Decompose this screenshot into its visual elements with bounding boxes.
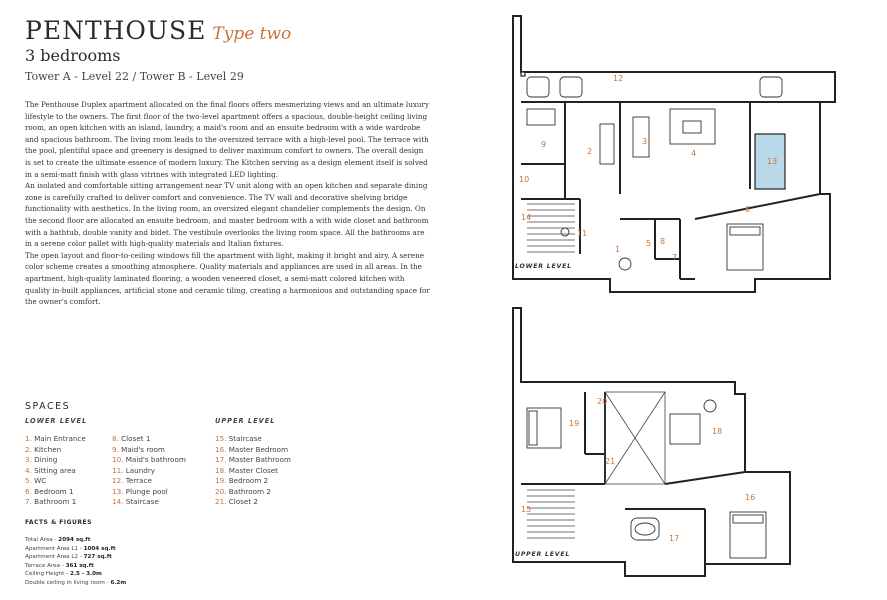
page-title [25, 16, 291, 45]
room-number: 11 [577, 229, 588, 238]
room-number: 17 [669, 534, 680, 543]
room-number: 16 [745, 493, 756, 502]
list-item: 11. Laundry [112, 465, 156, 475]
list-item: 6. Bedroom 1 [25, 486, 74, 496]
room-number: 20 [597, 397, 608, 406]
description-paragraph: An isolated and comfortable sitting arrangement near TV unit along with an open kitchen and separate dining zone is carefully crafted to deliver comfort and convenience. The TV wall and decorative shelving bridge functionality with aesthetics. In the living room, an oversized elegant chandelier complements the design. On the second floor are allocated an ensuite bedroom, and master bedroom with a with wide closet and bathroom with a bathtub, double vanity and bidet. The vestibule overlooks the living room space. All the bathrooms are in a serene color pallet with high-quality materials and Italian fixtures. [25, 181, 429, 249]
list-item: 16. Master Bedroom [215, 444, 289, 454]
upper-level-label: UPPER LEVEL [515, 551, 571, 558]
room-number: 3 [642, 137, 648, 146]
description-paragraph: The Penthouse Duplex apartment allocated on the final floors offers mesmerizing views and an ultimate luxury lifestyle to the owners. The first floor of the two-level apartment offers a spacious, double-height ceiling living room, an open kitchen with an island, laundry, a maid's room and an ensuite bedroom with a wide wardrobe and spacious bathroom. The living room leads to the oversized terrace with a high-level pool. The terrace with the pool, plentiful space and greenery is designed to deliver maximum comfort to owners. The overall design is set to create the ultimate essence of modern luxury. The Kitchen serving as a design element itself is solved in a semi-matt finish with glass vitrines with integrated LED lighting. [25, 100, 430, 179]
bedrooms-subtitle: 3 bedrooms [25, 46, 121, 65]
list-item: 8. Closet 1 [112, 434, 151, 443]
room-number: 19 [569, 419, 580, 428]
list-item: 15. Staircase [215, 434, 262, 443]
room-number: 9 [541, 140, 547, 149]
fact-item: Double ceiling in living room - 6.2m [25, 579, 127, 586]
list-item: 5. WC [25, 476, 47, 485]
spaces-heading: SPACES [25, 401, 71, 412]
lower-list-2 [112, 434, 186, 508]
title-main: PENTHOUSE [25, 16, 207, 45]
list-item: 14. Staircase [112, 497, 159, 506]
list-item: 21. Closet 2 [215, 497, 258, 506]
list-item: 12. Terrace [112, 476, 152, 485]
lower-level-label: LOWER LEVEL [515, 263, 572, 270]
room-number: 18 [712, 427, 723, 436]
fact-item: Apartment Area L1 - 1004 sq.ft [25, 545, 116, 552]
description [25, 99, 430, 308]
room-number: 6 [745, 205, 751, 214]
title-type: Type two [212, 24, 292, 44]
list-item: 10. Maid's bathroom [112, 455, 186, 464]
upper-level-heading: UPPER LEVEL [215, 417, 276, 425]
list-item: 9. Maid's room [112, 444, 165, 454]
list-item: 19. Bedroom 2 [215, 476, 269, 485]
upper-level-floor-plan [505, 304, 845, 594]
list-item: 1. Main Entrance [25, 434, 86, 443]
room-number: 12 [613, 74, 624, 83]
room-number: 8 [660, 237, 666, 246]
room-number: 14 [521, 213, 532, 222]
facts-list [25, 536, 126, 588]
description-paragraph: The open layout and floor-to-ceiling windows fill the apartment with light, making it bright and airy. A serene color scheme creates a smoothing atmosphere. Quality materials and appliances are used in all areas. In the apartment, high-quality laminated flooring, a wooden veneered closet, a semi-matt colored kitchen with quality in-built appliances, artificial stone and ceramic tiling, creating a harmonious and outstanding space for the owner's comfort. [25, 250, 430, 307]
room-number: 5 [646, 239, 652, 248]
list-item: 7. Bathroom 1 [25, 497, 77, 506]
tower-levels: Tower A - Level 22 / Tower B - Level 29 [25, 70, 244, 83]
list-item: 3. Dining [25, 455, 58, 464]
room-number: 15 [521, 505, 532, 514]
fact-item: Terrace Area - 361 sq.ft [25, 562, 94, 569]
upper-list [215, 434, 291, 508]
list-item: 17. Master Bathroom [215, 455, 291, 464]
room-number: 21 [605, 457, 616, 466]
room-number: 10 [519, 175, 530, 184]
room-number: 2 [587, 147, 593, 156]
fact-item: Ceiling Height - 2.5 - 3.0m [25, 571, 102, 578]
list-item: 18. Master Closet [215, 465, 278, 475]
lower-level-heading: LOWER LEVEL [25, 417, 88, 425]
room-number: 7 [672, 253, 678, 262]
facts-heading: FACTS & FIGURES [25, 519, 92, 526]
list-item: 4. Sitting area [25, 465, 76, 475]
list-item: 13. Plunge pool [112, 486, 168, 496]
lower-list-1 [25, 434, 86, 508]
lower-level-floor-plan [505, 14, 845, 304]
list-item: 2. Kitchen [25, 444, 62, 454]
room-number: 1 [615, 245, 621, 254]
fact-item: Total Area - 2094 sq.ft [25, 537, 91, 543]
room-number: 4 [691, 149, 697, 158]
room-number: 13 [767, 157, 778, 166]
list-item: 20. Bathroom 2 [215, 486, 271, 496]
fact-item: Apartment Area L2 - 727 sq.ft [25, 554, 112, 561]
